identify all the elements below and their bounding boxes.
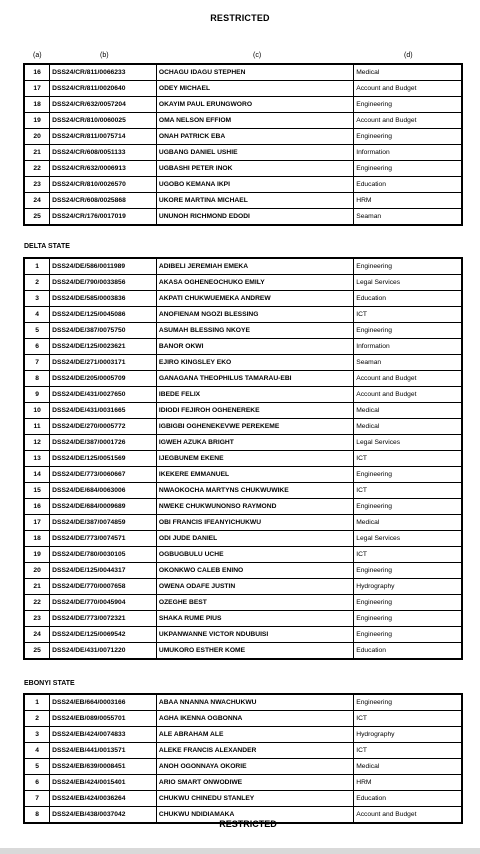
department: Medical: [354, 419, 462, 435]
candidate-name: UGBANG DANIEL USHIE: [156, 145, 353, 161]
department: Medical: [354, 403, 462, 419]
service-number: DSS24/DE/586/0011989: [50, 258, 157, 275]
table-row: [24, 711, 462, 727]
candidate-name: ODEY MICHAEL: [156, 81, 353, 97]
candidate-name: EJIRO KINGSLEY EKO: [156, 355, 353, 371]
candidate-name: ASUMAH BLESSING NKOYE: [156, 323, 353, 339]
candidate-name: OMA NELSON EFFIOM: [156, 113, 353, 129]
service-number: DSS24/EB/424/0074833: [50, 727, 157, 743]
row-number: 16: [24, 499, 50, 515]
service-number: DSS24/DE/684/0009689: [50, 499, 157, 515]
department: Engineering: [354, 499, 462, 515]
row-number: 19: [24, 547, 50, 563]
department: Engineering: [354, 694, 462, 711]
service-number: DSS24/DE/387/0075750: [50, 323, 157, 339]
table-row: [24, 177, 462, 193]
table-row: [24, 611, 462, 627]
table-row: [24, 451, 462, 467]
service-number: DSS24/DE/125/0023621: [50, 339, 157, 355]
service-number: DSS24/DE/780/0030105: [50, 547, 157, 563]
candidate-name: AKPATI CHUKWUEMEKA ANDREW: [156, 291, 353, 307]
row-number: 2: [24, 275, 50, 291]
service-number: DSS24/DE/790/0033856: [50, 275, 157, 291]
table-row: [24, 643, 462, 660]
row-number: 13: [24, 451, 50, 467]
row-number: 23: [24, 177, 50, 193]
candidate-name: ARIO SMART ONWODIWE: [156, 775, 353, 791]
service-number: DSS24/EB/424/0015401: [50, 775, 157, 791]
department: Medical: [354, 64, 462, 81]
row-number: 3: [24, 291, 50, 307]
table-row: [24, 258, 462, 275]
service-number: DSS24/CR/810/0026570: [50, 177, 157, 193]
service-number: DSS24/DE/770/0045904: [50, 595, 157, 611]
department: Engineering: [354, 323, 462, 339]
candidate-name: OZEGHE BEST: [156, 595, 353, 611]
service-number: DSS24/DE/125/0044317: [50, 563, 157, 579]
row-number: 20: [24, 563, 50, 579]
table-row: [24, 145, 462, 161]
candidate-name: UKPANWANNE VICTOR NDUBUISI: [156, 627, 353, 643]
service-number: DSS24/DE/387/0074859: [50, 515, 157, 531]
service-number: DSS24/EB/664/0003166: [50, 694, 157, 711]
candidate-name: UKORE MARTINA MICHAEL: [156, 193, 353, 209]
row-number: 4: [24, 743, 50, 759]
department: Engineering: [354, 129, 462, 145]
candidate-name: IBEDE FELIX: [156, 387, 353, 403]
row-number: 16: [24, 64, 50, 81]
row-number: 2: [24, 711, 50, 727]
department: Account and Budget: [354, 371, 462, 387]
column-headers: [23, 52, 463, 62]
column-header-a: (a): [33, 52, 42, 59]
candidate-name: GANAGANA THEOPHILUS TAMARAU-EBI: [156, 371, 353, 387]
department: Engineering: [354, 611, 462, 627]
department: Account and Budget: [354, 807, 462, 824]
department: Legal Services: [354, 275, 462, 291]
service-number: DSS24/DE/125/0051569: [50, 451, 157, 467]
department: Account and Budget: [354, 387, 462, 403]
table-row: [24, 275, 462, 291]
service-number: DSS24/CR/811/0075714: [50, 129, 157, 145]
table-row: [24, 563, 462, 579]
candidate-name: BANOR OKWI: [156, 339, 353, 355]
service-number: DSS24/CR/632/0006913: [50, 161, 157, 177]
table-row: [24, 161, 462, 177]
department: Education: [354, 643, 462, 660]
department: HRM: [354, 193, 462, 209]
candidate-name: IKEKERE EMMANUEL: [156, 467, 353, 483]
department: Legal Services: [354, 435, 462, 451]
row-number: 23: [24, 611, 50, 627]
service-number: DSS24/EB/424/0036264: [50, 791, 157, 807]
service-number: DSS24/DE/431/0027650: [50, 387, 157, 403]
table-row: [24, 307, 462, 323]
service-number: DSS24/DE/773/0060667: [50, 467, 157, 483]
row-number: 22: [24, 161, 50, 177]
ebonyi-state-table: [23, 693, 463, 824]
row-number: 20: [24, 129, 50, 145]
row-number: 14: [24, 467, 50, 483]
table-row: [24, 467, 462, 483]
table-row: [24, 483, 462, 499]
row-number: 8: [24, 371, 50, 387]
candidate-name: AKASA OGHENEOCHUKO EMILY: [156, 275, 353, 291]
candidate-name: NWAOKOCHA MARTYNS CHUKWUWIKE: [156, 483, 353, 499]
service-number: DSS24/CR/810/0060025: [50, 113, 157, 129]
candidate-name: IGWEH AZUKA BRIGHT: [156, 435, 353, 451]
department: Account and Budget: [354, 81, 462, 97]
service-number: DSS24/DE/125/0069542: [50, 627, 157, 643]
candidate-name: ANOFIENAM NGOZI BLESSING: [156, 307, 353, 323]
candidate-name: OWENA ODAFE JUSTIN: [156, 579, 353, 595]
department: Engineering: [354, 97, 462, 113]
service-number: DSS24/DE/684/0063006: [50, 483, 157, 499]
table-row: [24, 791, 462, 807]
department: ICT: [354, 307, 462, 323]
candidate-name: CHUKWU NDIDIAMAKA: [156, 807, 353, 824]
row-number: 5: [24, 759, 50, 775]
row-number: 1: [24, 258, 50, 275]
department: Account and Budget: [354, 113, 462, 129]
department: ICT: [354, 711, 462, 727]
column-header-b: (b): [100, 52, 109, 59]
table-row: [24, 371, 462, 387]
row-number: 17: [24, 515, 50, 531]
candidate-name: UNUNOH RICHMOND EDODI: [156, 209, 353, 226]
table-row: [24, 531, 462, 547]
candidate-name: ALE ABRAHAM ALE: [156, 727, 353, 743]
table-row: [24, 193, 462, 209]
department: Engineering: [354, 161, 462, 177]
table-row: [24, 775, 462, 791]
column-header-c: (c): [253, 52, 262, 59]
table-row: [24, 81, 462, 97]
row-number: 19: [24, 113, 50, 129]
row-number: 25: [24, 209, 50, 226]
service-number: DSS24/DE/271/0003171: [50, 355, 157, 371]
row-number: 24: [24, 627, 50, 643]
row-number: 12: [24, 435, 50, 451]
department: Medical: [354, 515, 462, 531]
row-number: 9: [24, 387, 50, 403]
service-number: DSS24/DE/205/0005709: [50, 371, 157, 387]
table-row: [24, 64, 462, 81]
row-number: 1: [24, 694, 50, 711]
department: Engineering: [354, 258, 462, 275]
candidate-name: UGOBO KEMANA IKPI: [156, 177, 353, 193]
table-row: [24, 403, 462, 419]
candidate-name: ANOH OGONNAYA OKORIE: [156, 759, 353, 775]
table-row: [24, 743, 462, 759]
department: Seaman: [354, 355, 462, 371]
service-number: DSS24/DE/431/0031665: [50, 403, 157, 419]
candidate-name: ONAH PATRICK EBA: [156, 129, 353, 145]
table-row: [24, 339, 462, 355]
candidate-name: OKONKWO CALEB ENINO: [156, 563, 353, 579]
table-row: [24, 113, 462, 129]
candidate-name: ADIBELI JEREMIAH EMEKA: [156, 258, 353, 275]
row-number: 24: [24, 193, 50, 209]
row-number: 17: [24, 81, 50, 97]
department: Education: [354, 291, 462, 307]
candidate-name: OBI FRANCIS IFEANYICHUKWU: [156, 515, 353, 531]
table-row: [24, 97, 462, 113]
service-number: DSS24/DE/773/0072321: [50, 611, 157, 627]
service-number: DSS24/DE/773/0074571: [50, 531, 157, 547]
candidate-name: ABAA NNANNA NWACHUKWU: [156, 694, 353, 711]
table-row: [24, 595, 462, 611]
row-number: 21: [24, 579, 50, 595]
row-number: 6: [24, 339, 50, 355]
column-header-d: (d): [404, 52, 413, 59]
table-row: [24, 579, 462, 595]
section-label-delta: DELTA STATE: [24, 243, 70, 250]
row-number: 18: [24, 531, 50, 547]
service-number: DSS24/EB/089/0055701: [50, 711, 157, 727]
service-number: DSS24/DE/585/0003836: [50, 291, 157, 307]
candidate-name: NWEKE CHUKWUNONSO RAYMOND: [156, 499, 353, 515]
row-number: 4: [24, 307, 50, 323]
row-number: 7: [24, 355, 50, 371]
candidate-name: UGBASHI PETER INOK: [156, 161, 353, 177]
table-row: [24, 291, 462, 307]
table-row: [24, 355, 462, 371]
department: ICT: [354, 483, 462, 499]
row-number: 3: [24, 727, 50, 743]
department: Engineering: [354, 563, 462, 579]
candidate-name: UMUKORO ESTHER KOME: [156, 643, 353, 660]
department: HRM: [354, 775, 462, 791]
service-number: DSS24/CR/176/0017019: [50, 209, 157, 226]
row-number: 7: [24, 791, 50, 807]
service-number: DSS24/DE/431/0071220: [50, 643, 157, 660]
candidate-name: ODI JUDE DANIEL: [156, 531, 353, 547]
table-row: [24, 547, 462, 563]
table-row: [24, 129, 462, 145]
section-label-ebonyi: EBONYI STATE: [24, 680, 75, 687]
service-number: DSS24/EB/441/0013571: [50, 743, 157, 759]
cross-river-table: [23, 63, 463, 226]
candidate-name: ALEKE FRANCIS ALEXANDER: [156, 743, 353, 759]
candidate-name: OCHAGU IDAGU STEPHEN: [156, 64, 353, 81]
department: ICT: [354, 743, 462, 759]
department: Education: [354, 177, 462, 193]
candidate-name: AGHA IKENNA OGBONNA: [156, 711, 353, 727]
department: Medical: [354, 759, 462, 775]
row-number: 8: [24, 807, 50, 824]
service-number: DSS24/EB/639/0008451: [50, 759, 157, 775]
service-number: DSS24/DE/770/0007658: [50, 579, 157, 595]
row-number: 18: [24, 97, 50, 113]
row-number: 11: [24, 419, 50, 435]
page-footer: RESTRICTED: [219, 819, 277, 829]
service-number: DSS24/CR/632/0057204: [50, 97, 157, 113]
delta-state-table: [23, 257, 463, 660]
row-number: 25: [24, 643, 50, 660]
department: Engineering: [354, 467, 462, 483]
department: Hydrography: [354, 727, 462, 743]
candidate-name: IJEGBUNEM EKENE: [156, 451, 353, 467]
department: Engineering: [354, 627, 462, 643]
service-number: DSS24/DE/125/0045086: [50, 307, 157, 323]
row-number: 21: [24, 145, 50, 161]
candidate-name: SHAKA RUME PIUS: [156, 611, 353, 627]
service-number: DSS24/DE/270/0005772: [50, 419, 157, 435]
row-number: 22: [24, 595, 50, 611]
department: Engineering: [354, 595, 462, 611]
table-row: [24, 499, 462, 515]
service-number: DSS24/CR/811/0020640: [50, 81, 157, 97]
page-bottom-edge: [0, 848, 480, 854]
candidate-name: OGBUGBULU UCHE: [156, 547, 353, 563]
candidate-name: IDIODI FEJIROH OGHENEREKE: [156, 403, 353, 419]
department: Information: [354, 145, 462, 161]
table-row: [24, 694, 462, 711]
table-row: [24, 419, 462, 435]
row-number: 15: [24, 483, 50, 499]
department: Hydrography: [354, 579, 462, 595]
table-row: [24, 515, 462, 531]
department: Information: [354, 339, 462, 355]
table-row: [24, 209, 462, 226]
table-row: [24, 759, 462, 775]
table-row: [24, 435, 462, 451]
department: Legal Services: [354, 531, 462, 547]
candidate-name: CHUKWU CHINEDU STANLEY: [156, 791, 353, 807]
department: Education: [354, 791, 462, 807]
row-number: 5: [24, 323, 50, 339]
table-row: [24, 627, 462, 643]
table-row: [24, 323, 462, 339]
service-number: DSS24/EB/438/0037042: [50, 807, 157, 824]
service-number: DSS24/CR/608/0051133: [50, 145, 157, 161]
service-number: DSS24/CR/811/0066233: [50, 64, 157, 81]
page-header: RESTRICTED: [210, 13, 270, 23]
department: ICT: [354, 547, 462, 563]
table-row: [24, 727, 462, 743]
candidate-name: OKAYIM PAUL ERUNGWORO: [156, 97, 353, 113]
department: Seaman: [354, 209, 462, 226]
row-number: 10: [24, 403, 50, 419]
service-number: DSS24/CR/608/0025868: [50, 193, 157, 209]
candidate-name: IGBIGBI OGHENEKEVWE PEREKEME: [156, 419, 353, 435]
row-number: 6: [24, 775, 50, 791]
department: ICT: [354, 451, 462, 467]
table-row: [24, 387, 462, 403]
service-number: DSS24/DE/387/0001726: [50, 435, 157, 451]
